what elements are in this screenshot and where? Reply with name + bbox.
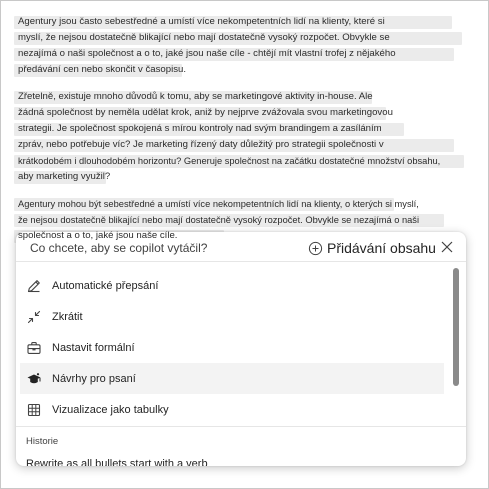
text-line: aby marketing využil? (18, 169, 470, 185)
add-content-button[interactable] (308, 237, 436, 259)
menu-item-shorten[interactable]: Zkrátit (16, 301, 456, 332)
menu-item-make-formal[interactable]: Nastavit formální (16, 332, 456, 363)
close-icon[interactable] (440, 240, 454, 254)
graduation-cap-icon (26, 371, 42, 387)
document-body (18, 14, 470, 255)
table-icon (26, 402, 42, 418)
text-line: Agentury mohou být sebestředné a umístí více nekompetentních lidí na klienty, o kterých si myslí, (18, 196, 470, 212)
briefcase-icon (26, 340, 42, 356)
menu-item-visualize-table[interactable]: Vizualizace jako tabulky (16, 394, 456, 425)
menu-scrollbar[interactable] (453, 268, 459, 386)
text-line: strategii. Je společnost spokojená s mírou kontroly nad svým brandingem a zasíláním (18, 121, 470, 137)
add-circle-icon (308, 241, 323, 256)
text-line: myslí, že nejsou dostatečně blikající nebo mají dostatečně vysoký rozpočet. Obvykle se (18, 30, 470, 46)
text-line: Agentury jsou často sebestředné a umístí více nekompetentních lidí na klienty, které si (18, 14, 470, 30)
text-line: nezajímá o naši společnost a o to, jaké jsou naše cíle - chtějí mít vlastní trofej z nějakého (18, 46, 470, 62)
text-line: zpráv, nebo potřebuje víc? Je marketing řízený daty důležitý pro strategii společnosti v (18, 137, 470, 153)
divider (16, 426, 466, 427)
menu-item-writing-suggestions[interactable]: Návrhy pro psaní (20, 363, 444, 394)
shrink-arrows-icon (26, 309, 42, 325)
prompt-input-text[interactable]: Co chcete, aby se copilot vytáčil? (30, 241, 208, 255)
pen-icon (26, 278, 42, 294)
text-line: žádná společnost by neměla udělat krok, aniž by nejprve zvážovala svou marketingovou (18, 105, 470, 121)
text-line: krátkodobém i dlouhodobém horizontu? Generuje společnost na začátku dostatečné množství obsahu, (18, 153, 470, 169)
menu-item-auto-rewrite[interactable]: Automatické přepsání (16, 270, 456, 301)
paragraph-1 (18, 14, 470, 78)
add-content-label: Přidávání obsahu (327, 240, 436, 256)
copilot-panel (16, 232, 466, 466)
history-heading: Historie (26, 436, 59, 447)
history-item[interactable]: Rewrite as all bullets start with a verb (26, 458, 208, 466)
text-line: předávání cen nebo skončit v časopisu. (18, 62, 470, 78)
text-line: společnost a o to, jaké jsou naše cíle. (18, 228, 470, 244)
text-line: že nejsou dostatečně blikající nebo mají dostatečně vysoký rozpočet. Obvykle se nezajímá o naši (18, 212, 470, 228)
text-line: Zřetelně, existuje mnoho důvodů k tomu, aby se marketingové aktivity in-house. Ale (18, 89, 470, 105)
paragraph-2 (18, 89, 470, 185)
copilot-suggestions-menu (16, 270, 456, 425)
